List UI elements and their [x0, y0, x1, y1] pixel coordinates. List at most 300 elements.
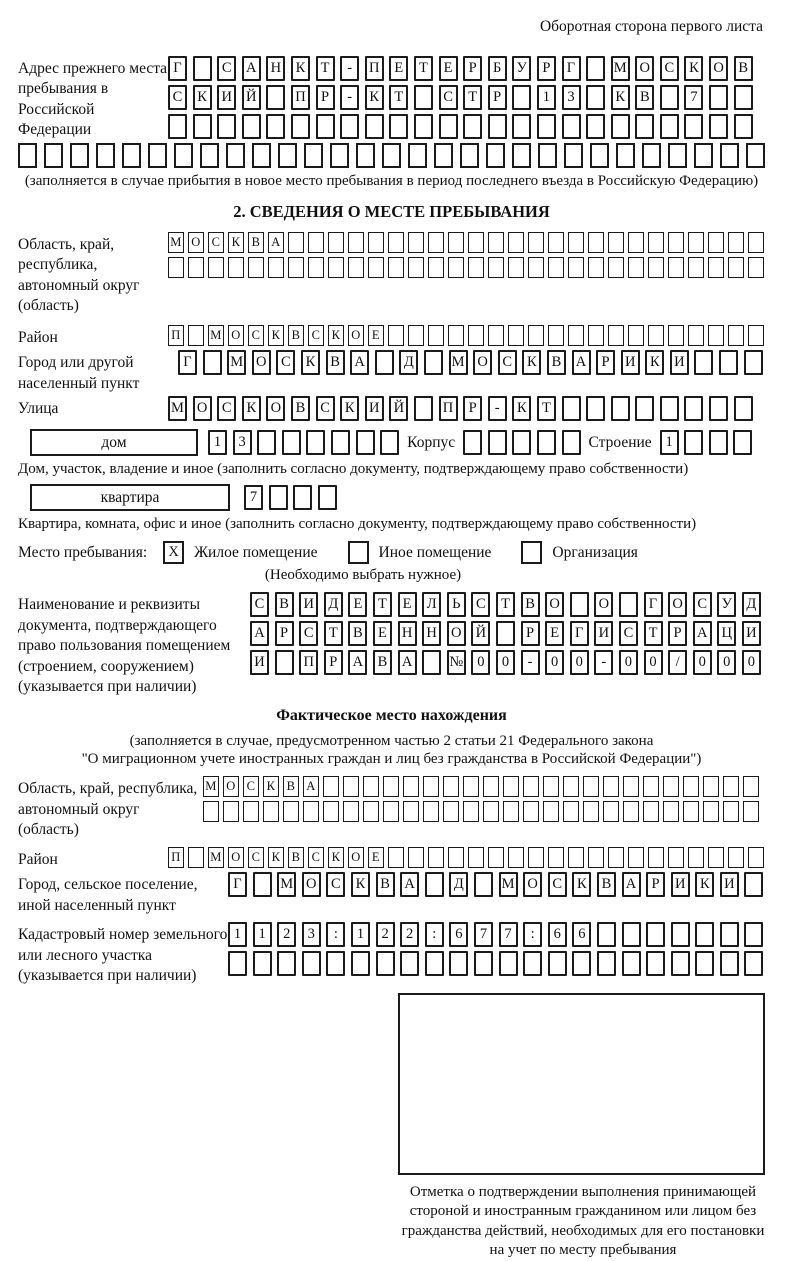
char-box: 2 — [400, 922, 419, 947]
char-box: В — [348, 621, 367, 646]
char-box: О — [447, 621, 466, 646]
char-box: К — [340, 396, 359, 421]
char-box: К — [268, 325, 284, 346]
char-box — [503, 801, 519, 822]
char-box — [423, 776, 439, 797]
char-box: Г — [570, 621, 589, 646]
char-box — [694, 350, 713, 375]
char-box — [356, 143, 375, 168]
char-box — [257, 430, 276, 455]
char-box — [628, 847, 644, 868]
char-box — [543, 801, 559, 822]
char-box — [302, 951, 321, 976]
prev-address-label: Адрес прежнего места пребывания в Российской Федерации — [18, 60, 168, 139]
char-box: В — [376, 872, 395, 897]
char-box — [708, 847, 724, 868]
char-box: Е — [348, 592, 367, 617]
char-box — [226, 143, 245, 168]
residential-label: Жилое помещение — [194, 543, 318, 561]
char-box: О — [668, 592, 687, 617]
char-box — [628, 232, 644, 253]
char-box — [323, 776, 339, 797]
char-box: Й — [471, 621, 490, 646]
char-box: Е — [398, 592, 417, 617]
char-box: О — [348, 847, 364, 868]
char-box — [328, 232, 344, 253]
char-box: Т — [414, 56, 433, 81]
char-box — [723, 801, 739, 822]
char-box — [448, 847, 464, 868]
char-box: Е — [368, 847, 384, 868]
char-box — [308, 232, 324, 253]
char-box — [720, 951, 739, 976]
char-box: А — [348, 650, 367, 675]
char-box: В — [521, 592, 540, 617]
char-box — [642, 143, 661, 168]
char-box: И — [594, 621, 613, 646]
char-box: О — [228, 325, 244, 346]
char-box: А — [398, 650, 417, 675]
char-box: В — [597, 872, 616, 897]
char-box: О — [302, 872, 321, 897]
char-box — [448, 325, 464, 346]
char-box: 1 — [228, 922, 247, 947]
char-box: В — [547, 350, 566, 375]
char-box — [468, 847, 484, 868]
char-box — [193, 56, 212, 81]
char-box: 0 — [471, 650, 490, 675]
char-box — [543, 776, 559, 797]
char-box — [608, 257, 624, 278]
char-box — [512, 143, 531, 168]
char-box — [668, 325, 684, 346]
char-box — [708, 232, 724, 253]
char-box: Т — [389, 85, 408, 110]
char-box — [643, 801, 659, 822]
char-box — [488, 114, 507, 139]
char-box — [568, 847, 584, 868]
char-box: О — [228, 847, 244, 868]
char-box — [603, 801, 619, 822]
char-box: И — [742, 621, 761, 646]
char-box: А — [350, 350, 369, 375]
char-box — [728, 847, 744, 868]
char-box — [512, 85, 531, 110]
char-box — [720, 922, 739, 947]
char-box — [303, 801, 319, 822]
char-box — [242, 114, 261, 139]
char-box — [588, 325, 604, 346]
char-box — [508, 232, 524, 253]
char-box: 0 — [570, 650, 589, 675]
char-box — [743, 801, 759, 822]
other-premises-label: Иное помещение — [378, 543, 492, 561]
prev-address-row-1 — [168, 56, 765, 81]
prev-address-row-4 — [18, 143, 765, 168]
char-box — [468, 257, 484, 278]
char-box: 6 — [449, 922, 468, 947]
char-box — [348, 257, 364, 278]
char-box: В — [288, 325, 304, 346]
field-prev-address — [18, 56, 765, 143]
char-box — [460, 143, 479, 168]
char-box: 7 — [244, 485, 263, 510]
char-box: - — [340, 85, 359, 110]
char-box — [723, 776, 739, 797]
char-box — [734, 85, 753, 110]
char-box — [586, 114, 605, 139]
char-box — [428, 232, 444, 253]
char-box: С — [243, 776, 259, 797]
actual-location-note-2: "О миграционном учете иностранных граждан и лиц без гражданства в Российской Федерации") — [81, 751, 702, 768]
char-box — [388, 325, 404, 346]
char-box — [611, 396, 630, 421]
char-box: И — [365, 396, 384, 421]
char-box — [316, 114, 335, 139]
char-box — [590, 143, 609, 168]
char-box — [628, 257, 644, 278]
char-box: О — [188, 232, 204, 253]
char-box — [291, 114, 310, 139]
char-box: 7 — [474, 922, 493, 947]
char-box: Ь — [447, 592, 466, 617]
char-box — [483, 776, 499, 797]
char-box — [608, 232, 624, 253]
char-box — [148, 143, 167, 168]
char-box: Н — [398, 621, 417, 646]
char-box — [660, 396, 679, 421]
char-box: С — [308, 847, 324, 868]
char-box: С — [660, 56, 679, 81]
char-box — [400, 951, 419, 976]
char-box — [422, 650, 441, 675]
char-box — [428, 325, 444, 346]
char-box — [330, 143, 349, 168]
char-box: О — [252, 350, 271, 375]
char-box: Т — [316, 56, 335, 81]
char-box — [734, 114, 753, 139]
char-box — [168, 114, 187, 139]
stay-type-note: (Необходимо выбрать нужное) — [264, 567, 462, 584]
char-box — [343, 776, 359, 797]
char-box — [253, 951, 272, 976]
char-box: С — [250, 592, 269, 617]
char-box — [252, 143, 271, 168]
char-box: К — [572, 872, 591, 897]
district-row — [168, 325, 764, 346]
char-box: К — [291, 56, 310, 81]
char-box — [597, 951, 616, 976]
char-box — [623, 776, 639, 797]
char-box: Г — [562, 56, 581, 81]
char-box: 1 — [351, 922, 370, 947]
char-box: С — [619, 621, 638, 646]
char-box: 3 — [302, 922, 321, 947]
char-box: Г — [168, 56, 187, 81]
char-box — [709, 430, 728, 455]
char-box — [488, 430, 507, 455]
char-box — [368, 232, 384, 253]
char-box — [253, 872, 272, 897]
char-box — [288, 232, 304, 253]
char-box — [18, 143, 37, 168]
residential-checkbox: X — [163, 541, 184, 564]
char-box: 7 — [684, 85, 703, 110]
char-box — [746, 143, 765, 168]
char-box: А — [400, 872, 419, 897]
char-box — [648, 325, 664, 346]
district-label: Район — [18, 328, 58, 346]
house-cells — [208, 430, 399, 455]
char-box: № — [447, 650, 466, 675]
char-box — [586, 85, 605, 110]
char-box: С — [299, 621, 318, 646]
char-box: С — [217, 396, 236, 421]
char-box — [463, 776, 479, 797]
char-box — [275, 650, 294, 675]
char-box: Т — [537, 396, 556, 421]
char-box: В — [635, 85, 654, 110]
char-box — [695, 922, 714, 947]
char-box: Р — [521, 621, 540, 646]
char-box — [288, 257, 304, 278]
char-box: Й — [389, 396, 408, 421]
apartment-note: Квартира, комната, офис и иное (заполнить согласно документу, подтверждающему право собственности) — [18, 516, 697, 533]
char-box — [709, 396, 728, 421]
char-box — [293, 485, 312, 510]
char-box: Р — [646, 872, 665, 897]
city-row — [178, 350, 763, 375]
char-box: 0 — [644, 650, 663, 675]
char-box — [720, 143, 739, 168]
char-box: Р — [537, 56, 556, 81]
char-box: - — [340, 56, 359, 81]
char-box: К — [328, 325, 344, 346]
char-box — [728, 325, 744, 346]
char-box — [611, 114, 630, 139]
stay-type-row — [18, 541, 765, 564]
char-box — [608, 847, 624, 868]
region-row-1 — [168, 232, 765, 253]
stay-type-label: Место пребывания: — [18, 543, 148, 561]
char-box — [343, 801, 359, 822]
char-box — [648, 257, 664, 278]
korpus-cells — [463, 430, 580, 455]
char-box: М — [449, 350, 468, 375]
char-box — [414, 396, 433, 421]
char-box: 0 — [496, 650, 515, 675]
char-box: С — [248, 847, 264, 868]
char-box: Л — [422, 592, 441, 617]
char-box — [583, 801, 599, 822]
char-box — [488, 847, 504, 868]
char-box — [266, 114, 285, 139]
char-box — [588, 847, 604, 868]
char-box: К — [611, 85, 630, 110]
char-box — [269, 485, 288, 510]
char-box — [684, 430, 703, 455]
apartment-row — [30, 484, 765, 511]
char-box — [203, 350, 222, 375]
char-box — [356, 430, 375, 455]
char-box — [694, 143, 713, 168]
char-box — [340, 114, 359, 139]
char-box — [351, 951, 370, 976]
char-box — [448, 257, 464, 278]
char-box — [439, 114, 458, 139]
char-box — [688, 325, 704, 346]
char-box: О — [635, 56, 654, 81]
char-box — [428, 257, 444, 278]
char-box — [304, 143, 323, 168]
char-box — [414, 85, 433, 110]
prev-address-rows — [168, 56, 765, 143]
char-box — [474, 872, 493, 897]
char-box — [408, 143, 427, 168]
char-box — [228, 951, 247, 976]
char-box — [188, 257, 204, 278]
char-box — [263, 801, 279, 822]
char-box: Д — [742, 592, 761, 617]
char-box — [383, 776, 399, 797]
section2-title: 2. СВЕДЕНИЯ О МЕСТЕ ПРЕБЫВАНИЯ — [233, 202, 550, 221]
organization-label: Организация — [552, 543, 638, 561]
prev-address-row-3 — [168, 114, 765, 139]
char-box: 6 — [572, 922, 591, 947]
char-box — [528, 232, 544, 253]
char-box — [496, 621, 515, 646]
char-box — [562, 430, 581, 455]
char-box — [308, 257, 324, 278]
cadastral-rows — [228, 922, 765, 980]
char-box — [572, 951, 591, 976]
char-box — [668, 143, 687, 168]
char-box — [363, 776, 379, 797]
char-box: В — [283, 776, 299, 797]
char-box — [463, 430, 482, 455]
confirmation-caption: Отметка о подтверждении выполнения принимающей стороной и иностранным гражданином или лицом без гражданства действий, необходимых для его постановки на учет по месту пребывания — [401, 1183, 765, 1259]
char-box — [643, 776, 659, 797]
settlement-label: Город, сельское поселение, иной населенный пункт — [18, 876, 198, 914]
char-box — [486, 143, 505, 168]
char-box: Д — [449, 872, 468, 897]
char-box — [331, 430, 350, 455]
char-box: П — [365, 56, 384, 81]
char-box: О — [594, 592, 613, 617]
char-box: П — [168, 325, 184, 346]
char-box: К — [193, 85, 212, 110]
char-box: Е — [439, 56, 458, 81]
korpus-label: Корпус — [407, 433, 456, 451]
char-box: П — [439, 396, 458, 421]
cadastral-label: Кадастровый номер земельного или лесного участка (указывается при наличии) — [18, 926, 228, 985]
char-box: 1 — [253, 922, 272, 947]
char-box — [668, 847, 684, 868]
house-note: Дом, участок, владение и иное (заполнить согласно документу, подтверждающему право собственности) — [18, 461, 689, 478]
char-box — [564, 143, 583, 168]
char-box: А — [693, 621, 712, 646]
char-box: 6 — [548, 922, 567, 947]
region-label: Область, край, республика, автономный округ (область) — [18, 236, 140, 315]
char-box — [548, 847, 564, 868]
field-street — [18, 396, 765, 421]
char-box — [70, 143, 89, 168]
field-cadastral — [18, 922, 765, 986]
char-box — [683, 801, 699, 822]
char-box — [243, 801, 259, 822]
char-box: С — [308, 325, 324, 346]
char-box — [635, 114, 654, 139]
char-box: К — [228, 232, 244, 253]
char-box — [188, 847, 204, 868]
char-box — [425, 951, 444, 976]
char-box — [388, 232, 404, 253]
district-2-row — [168, 847, 764, 868]
char-box: С — [693, 592, 712, 617]
field-region — [18, 232, 765, 317]
char-box — [663, 776, 679, 797]
char-box — [719, 350, 738, 375]
char-box — [193, 114, 212, 139]
char-box — [468, 325, 484, 346]
char-box: Т — [496, 592, 515, 617]
char-box — [528, 325, 544, 346]
char-box: С — [208, 232, 224, 253]
char-box: Д — [324, 592, 343, 617]
document-row-3 — [250, 650, 765, 675]
cadastral-row-1 — [228, 922, 765, 947]
char-box: 1 — [537, 85, 556, 110]
char-box — [586, 396, 605, 421]
char-box: К — [522, 350, 541, 375]
region-2-rows — [203, 776, 765, 826]
char-box — [734, 396, 753, 421]
char-box — [380, 430, 399, 455]
char-box: 2 — [277, 922, 296, 947]
char-box — [622, 951, 641, 976]
char-box — [668, 232, 684, 253]
char-box — [323, 801, 339, 822]
char-box — [428, 847, 444, 868]
char-box — [563, 801, 579, 822]
char-box — [488, 325, 504, 346]
stroenie-label: Строение — [588, 433, 652, 451]
house-row — [30, 429, 765, 456]
settlement-row — [228, 872, 763, 897]
char-box — [570, 592, 589, 617]
document-label: Наименование и реквизиты документа, подтверждающего право пользования помещением (строением, сооружением) (указывается при наличии) — [18, 596, 231, 695]
street-row — [168, 396, 753, 421]
char-box: 3 — [233, 430, 252, 455]
char-box: А — [572, 350, 591, 375]
char-box — [488, 257, 504, 278]
char-box — [663, 801, 679, 822]
char-box — [528, 257, 544, 278]
char-box — [365, 114, 384, 139]
char-box — [537, 430, 556, 455]
char-box: У — [717, 592, 736, 617]
header-note: Оборотная сторона первого листа — [539, 18, 763, 35]
char-box: И — [670, 350, 689, 375]
char-box: К — [684, 56, 703, 81]
char-box — [523, 801, 539, 822]
char-box — [200, 143, 219, 168]
char-box — [168, 257, 184, 278]
char-box — [203, 801, 219, 822]
char-box: К — [351, 872, 370, 897]
char-box — [628, 325, 644, 346]
char-box — [548, 325, 564, 346]
